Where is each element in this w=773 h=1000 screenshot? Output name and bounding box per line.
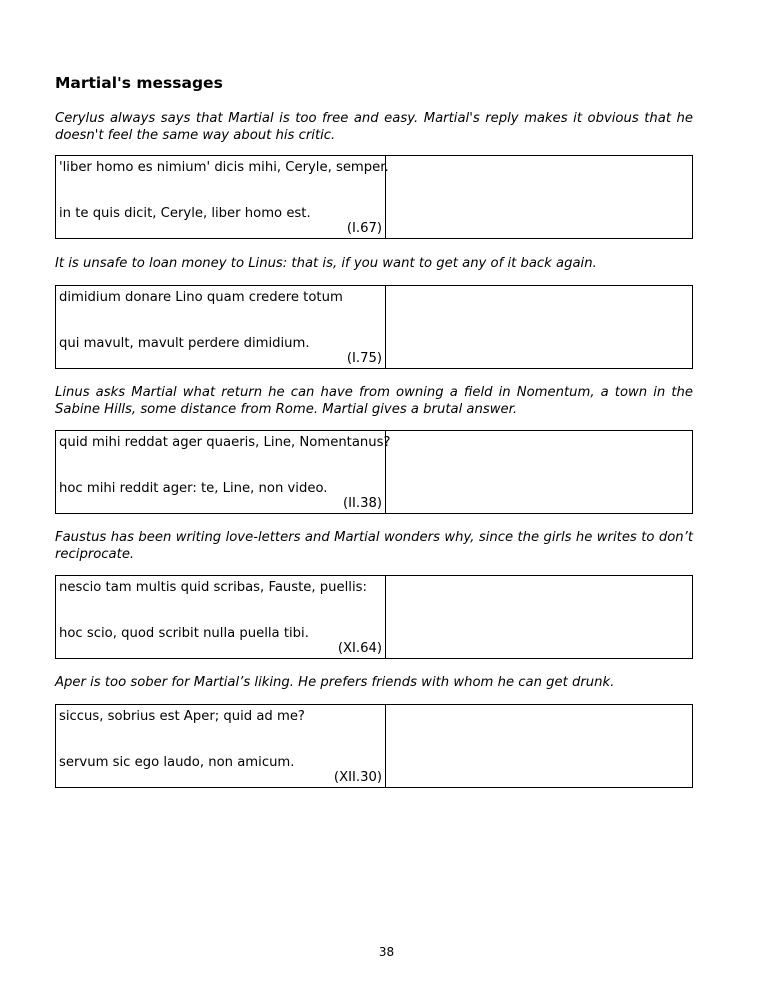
translation-cell[interactable] — [386, 156, 692, 238]
poem-table — [55, 285, 693, 369]
epigram-reference: (I.67) — [346, 221, 382, 236]
poem-table — [55, 575, 693, 659]
translation-cell[interactable] — [386, 705, 692, 787]
page-title: Martial's messages — [55, 74, 223, 92]
latin-line-1: siccus, sobrius est Aper; quid ad me? — [59, 709, 305, 724]
latin-line-1: nescio tam multis quid scribas, Fauste, puellis: — [59, 580, 367, 595]
epigram-reference: (XII.30) — [333, 770, 382, 785]
epigram-reference: (II.38) — [342, 496, 382, 511]
latin-line-2: hoc mihi reddit ager: te, Line, non video. — [59, 481, 328, 496]
latin-line-2: servum sic ego laudo, non amicum. — [59, 755, 295, 770]
latin-cell — [56, 576, 386, 658]
translation-cell[interactable] — [386, 286, 692, 368]
poem-table — [55, 155, 693, 239]
latin-line-1: dimidium donare Lino quam credere totum — [59, 290, 343, 305]
section-intro: Aper is too sober for Martial’s liking. He prefers friends with whom he can get drunk. — [55, 675, 615, 690]
latin-line-1: quid mihi reddat ager quaeris, Line, Nomentanus? — [59, 435, 391, 450]
epigram-reference: (I.75) — [346, 351, 382, 366]
epigram-reference: (XI.64) — [337, 641, 382, 656]
latin-line-1: 'liber homo es nimium' dicis mihi, Ceryle, semper. — [59, 160, 389, 175]
translation-cell[interactable] — [386, 431, 692, 513]
latin-line-2: in te quis dicit, Ceryle, liber homo est. — [59, 206, 311, 221]
poem-table — [55, 430, 693, 514]
latin-line-2: qui mavult, mavult perdere dimidium. — [59, 336, 310, 351]
latin-cell — [56, 705, 386, 787]
section-intro: It is unsafe to loan money to Linus: that is, if you want to get any of it back again. — [55, 256, 597, 271]
poem-table — [55, 704, 693, 788]
latin-cell — [56, 286, 386, 368]
latin-cell — [56, 156, 389, 238]
translation-cell[interactable] — [386, 576, 692, 658]
section-intro: Cerylus always says that Martial is too free and easy. Martial's reply makes it obvious that he doesn't feel the same way about his critic. — [55, 111, 693, 143]
section-intro: Faustus has been writing love-letters and Martial wonders why, since the girls he writes to don’t reciprocate. — [55, 530, 693, 562]
latin-cell — [56, 431, 391, 513]
latin-line-2: hoc scio, quod scribit nulla puella tibi. — [59, 626, 309, 641]
section-intro: Linus asks Martial what return he can have from owning a field in Nomentum, a town in the Sabine Hills, some distance from Rome. Martial gives a brutal answer. — [55, 385, 693, 417]
page-number: 38 — [378, 945, 395, 959]
